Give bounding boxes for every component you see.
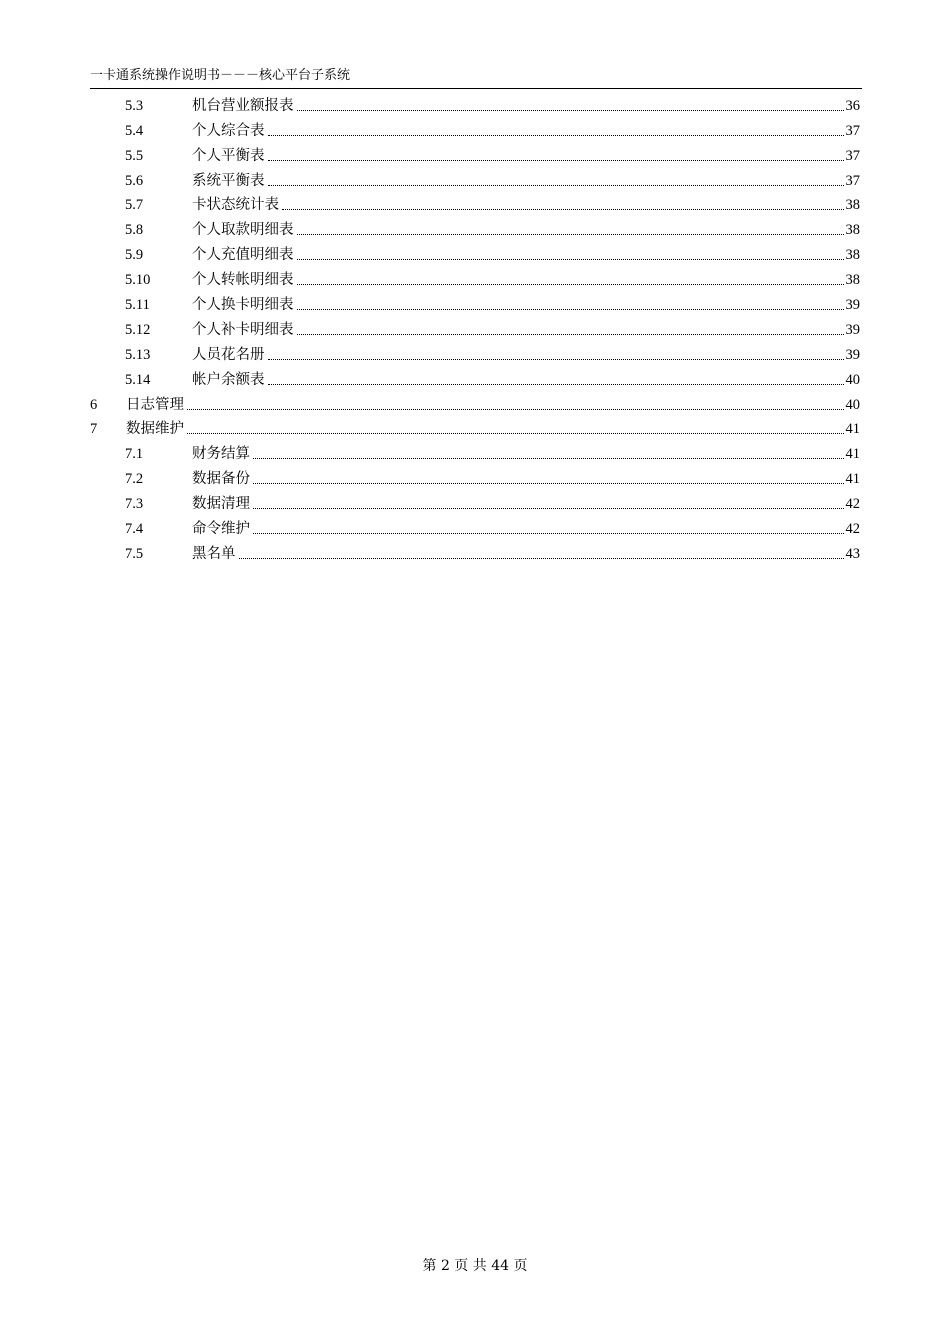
toc-entry-title: 帐户余额表: [192, 371, 265, 388]
toc-entry-title: 日志管理: [126, 396, 184, 413]
toc-entry-number: 5.8: [125, 222, 144, 239]
toc-entry[interactable]: [90, 364, 860, 389]
toc-entry[interactable]: [90, 115, 860, 140]
toc-dot-leader: [187, 409, 844, 410]
toc-entry-number: 7.2: [125, 471, 144, 488]
toc-entry-number: 5.9: [125, 247, 144, 264]
toc-entry[interactable]: [90, 165, 860, 190]
toc-entry-page: 39: [845, 321, 860, 338]
toc-dot-leader: [297, 309, 844, 310]
toc-entry[interactable]: [90, 488, 860, 513]
toc-entry[interactable]: [90, 463, 860, 488]
toc-dot-leader: [297, 234, 844, 235]
toc-entry[interactable]: [90, 438, 860, 463]
toc-dot-leader: [268, 359, 844, 360]
toc-entry-number: 7.4: [125, 521, 144, 538]
toc-entry-title: 个人综合表: [192, 122, 265, 139]
toc-entry[interactable]: [90, 314, 860, 339]
toc-entry-page: 42: [845, 496, 860, 513]
toc-dot-leader: [297, 259, 844, 260]
toc-entry-number: 5.6: [125, 172, 144, 189]
toc-entry-number: 5.4: [125, 122, 144, 139]
toc-entry-title: 个人平衡表: [192, 147, 265, 164]
toc-entry-title: 命令维护: [192, 521, 250, 538]
toc-entry-number: 7: [90, 421, 98, 438]
toc-dot-leader: [268, 160, 844, 161]
toc-entry-page: 39: [845, 346, 860, 363]
toc-entry[interactable]: [90, 239, 860, 264]
toc-entry-page: 38: [845, 197, 860, 214]
toc-entry[interactable]: [90, 414, 860, 439]
toc-entry-page: 38: [845, 272, 860, 289]
toc-entry-title: 卡状态统计表: [192, 197, 279, 214]
toc-entry-page: 38: [845, 247, 860, 264]
toc-dot-leader: [268, 135, 844, 136]
toc-entry[interactable]: [90, 513, 860, 538]
toc-entry-number: 7.3: [125, 496, 144, 513]
toc-dot-leader: [297, 284, 844, 285]
toc-dot-leader: [282, 209, 844, 210]
toc-entry-number: 5.14: [125, 371, 151, 388]
page-footer: [0, 1257, 950, 1275]
toc-entry-title: 数据维护: [126, 421, 184, 438]
toc-entry-number: 5.10: [125, 272, 151, 289]
toc-entry[interactable]: [90, 538, 860, 563]
toc-entry-title: 个人充值明细表: [192, 247, 294, 264]
toc-entry-page: 37: [845, 122, 860, 139]
toc-entry[interactable]: [90, 90, 860, 115]
toc-entry-title: 机台营业额报表: [192, 97, 294, 114]
toc-entry-number: 5.7: [125, 197, 144, 214]
toc-entry-title: 人员花名册: [192, 346, 265, 363]
toc-entry-title: 数据备份: [192, 471, 250, 488]
toc-dot-leader: [297, 334, 844, 335]
toc-entry-title: 黑名单: [192, 545, 236, 562]
toc-entry-page: 41: [845, 471, 860, 488]
toc-entry-title: 数据清理: [192, 496, 250, 513]
toc-dot-leader: [268, 185, 844, 186]
header-title: 一卡通系统操作说明书－－－核心平台子系统: [90, 68, 351, 83]
toc-dot-leader: [187, 433, 844, 434]
toc-entry-page: 43: [845, 545, 860, 562]
toc-entry-page: 37: [845, 147, 860, 164]
toc-entry-number: 5.13: [125, 346, 151, 363]
toc-dot-leader: [297, 110, 844, 111]
toc-dot-leader: [253, 508, 844, 509]
toc-entry-title: 财务结算: [192, 446, 250, 463]
toc-entry-title: 个人转帐明细表: [192, 272, 294, 289]
toc-entry-page: 36: [845, 97, 860, 114]
toc-entry-number: 5.3: [125, 97, 144, 114]
toc-entry-number: 7.1: [125, 446, 144, 463]
toc-entry[interactable]: [90, 289, 860, 314]
toc-entry-page: 40: [845, 371, 860, 388]
page-header: [90, 66, 862, 89]
toc-entry[interactable]: [90, 214, 860, 239]
toc-entry-title: 个人补卡明细表: [192, 321, 294, 338]
toc-dot-leader: [239, 558, 844, 559]
toc-entry-number: 5.12: [125, 321, 151, 338]
toc-entry-number: 5.11: [125, 297, 150, 314]
toc-entry-number: 7.5: [125, 545, 144, 562]
toc-entry-page: 41: [845, 421, 860, 438]
toc-dot-leader: [268, 384, 844, 385]
toc-entry[interactable]: [90, 140, 860, 165]
toc-entry-page: 40: [845, 396, 860, 413]
toc-entry[interactable]: [90, 264, 860, 289]
toc-entry-number: 6: [90, 396, 98, 413]
toc-entry-page: 38: [845, 222, 860, 239]
toc-entry-title: 个人换卡明细表: [192, 297, 294, 314]
toc-dot-leader: [253, 483, 844, 484]
toc-entry-page: 39: [845, 297, 860, 314]
toc-entry-page: 42: [845, 521, 860, 538]
toc-entry-page: 37: [845, 172, 860, 189]
page-number-label: 第 2 页 共 44 页: [422, 1258, 528, 1274]
toc-entry[interactable]: [90, 339, 860, 364]
toc-dot-leader: [253, 533, 844, 534]
toc-entry[interactable]: [90, 190, 860, 215]
toc-dot-leader: [253, 458, 844, 459]
toc-entry-page: 41: [845, 446, 860, 463]
table-of-contents: [90, 90, 860, 563]
toc-entry-number: 5.5: [125, 147, 144, 164]
toc-entry-title: 个人取款明细表: [192, 222, 294, 239]
toc-entry[interactable]: [90, 389, 860, 414]
toc-entry-title: 系统平衡表: [192, 172, 265, 189]
